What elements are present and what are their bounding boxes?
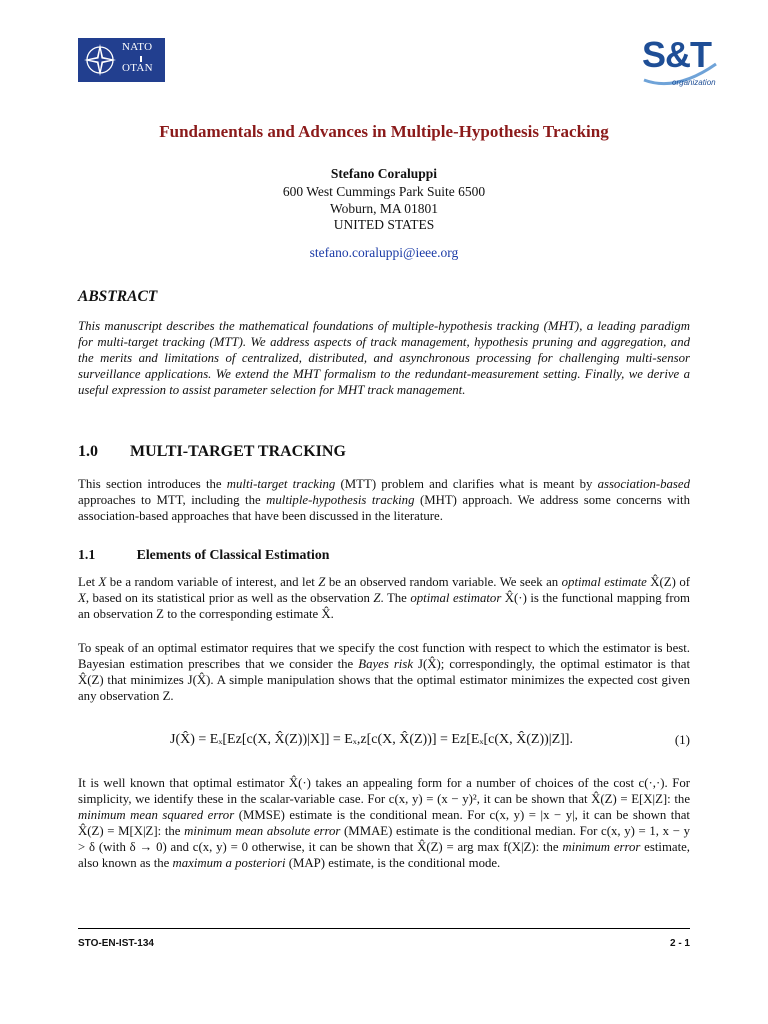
footer-document-id: STO-EN-IST-134 bbox=[78, 938, 154, 949]
section-heading-1-0: 1.0 MULTI-TARGET TRACKING bbox=[78, 443, 346, 460]
otan-logo-text: OTAN bbox=[122, 62, 153, 74]
equation-1-body: J(X̂) = Eₓ[Eᴢ[c(X, X̂(Z))|X]] = Eₓ,ᴢ[c(X, X̂(Z))] = Eᴢ[Eₓ[c(X, X̂(Z))|Z]]. bbox=[170, 732, 573, 747]
section-heading-1-1: 1.1 Elements of Classical Estimation bbox=[78, 547, 330, 562]
equation-number: (1) bbox=[674, 732, 690, 747]
footer-rule bbox=[78, 928, 690, 929]
author-address-line1: 600 West Cummings Park Suite 6500 bbox=[282, 184, 486, 199]
st-logo-subtext: organization bbox=[672, 78, 716, 87]
author-address-line2: Woburn, MA 01801 bbox=[329, 201, 439, 216]
st-organization-logo bbox=[636, 34, 718, 92]
section-1-1-paragraph-2: To speak of an optimal estimator requires that we specify the cost function with respect to which the estimator is best. Bayesian estimation prescribes that we consider the Bayes risk J(X̂); correspondingly, the optimal estimator is that X̂(Z) that minimizes J(X̂). A simple manipulation shows that the optimal estimator minimizes the expected cost given any observation Z. bbox=[78, 641, 690, 703]
author-email-link[interactable]: stefano.coraluppi@ieee.org bbox=[309, 245, 459, 260]
author-address-line3: UNITED STATES bbox=[333, 217, 435, 232]
section-1-1-paragraph-1: Let X be a random variable of interest, and let Z be an observed random variable. We seek an optimal estimate X̂(Z) of X, based on its statistical prior as well as the observation Z. The optimal estimator X̂(·) is the functional mapping from an observation Z to the corresponding estimate X̂. bbox=[78, 575, 691, 621]
equation-1 bbox=[170, 732, 690, 748]
abstract-heading: ABSTRACT bbox=[78, 288, 158, 305]
st-logo-text: S&T bbox=[642, 34, 711, 75]
nato-logo bbox=[78, 38, 165, 82]
section-1-1-paragraph-3: It is well known that optimal estimator X̂(·) takes an appealing form for a number of choices of the cost c(·,·). For simplicity, we identify these in the scalar-variable case. For c(x, y) = (x − y)², it can be shown that X̂(Z) = E[X|Z]: the minimum mean squared error (MMSE) estimate is the conditional mean. For c(x, y) = |x − y|, it can be shown that X̂(Z) = M[X|Z]: the minimum mean absolute error (MMAE) estimate is the conditional median. For c(x, y) = 1, x − y > δ (with δ → 0) and c(x, y) = 0 otherwise, it can be shown that X̂(Z) = arg max f(X|Z): the minimum error estimate, also known as the maximum a posteriori (MAP) estimate, is the conditional mode. bbox=[78, 776, 691, 870]
section-1-0-paragraph: This section introduces the multi-target tracking (MTT) problem and clarifies what is meant by association-based approaches to MTT, including the multiple-hypothesis tracking (MHT) approach. We address some concerns with association-based approaches that have been discussed in the literature. bbox=[78, 477, 690, 523]
nato-logo-text: NATO bbox=[122, 41, 153, 53]
abstract-text: This manuscript describes the mathematical foundations of multiple-hypothesis tracking (MHT), a leading paradigm for multi-target tracking (MTT). We address aspects of track management, hypothesis pruning and aggregation, and the merits and limitations of centralized, distributed, and asynchronous processing for challenging multi-sensor surveillance applications. We extend the MHT formalism to the redundant-measurement setting. Finally, we derive a useful expression to assist parameter selection for MHT track management. bbox=[78, 319, 690, 397]
paper-title: Fundamentals and Advances in Multiple-Hypothesis Tracking bbox=[159, 122, 609, 141]
author-name: Stefano Coraluppi bbox=[330, 166, 438, 181]
footer-page-number: 2 - 1 bbox=[669, 938, 690, 949]
nato-star-icon bbox=[82, 42, 118, 78]
